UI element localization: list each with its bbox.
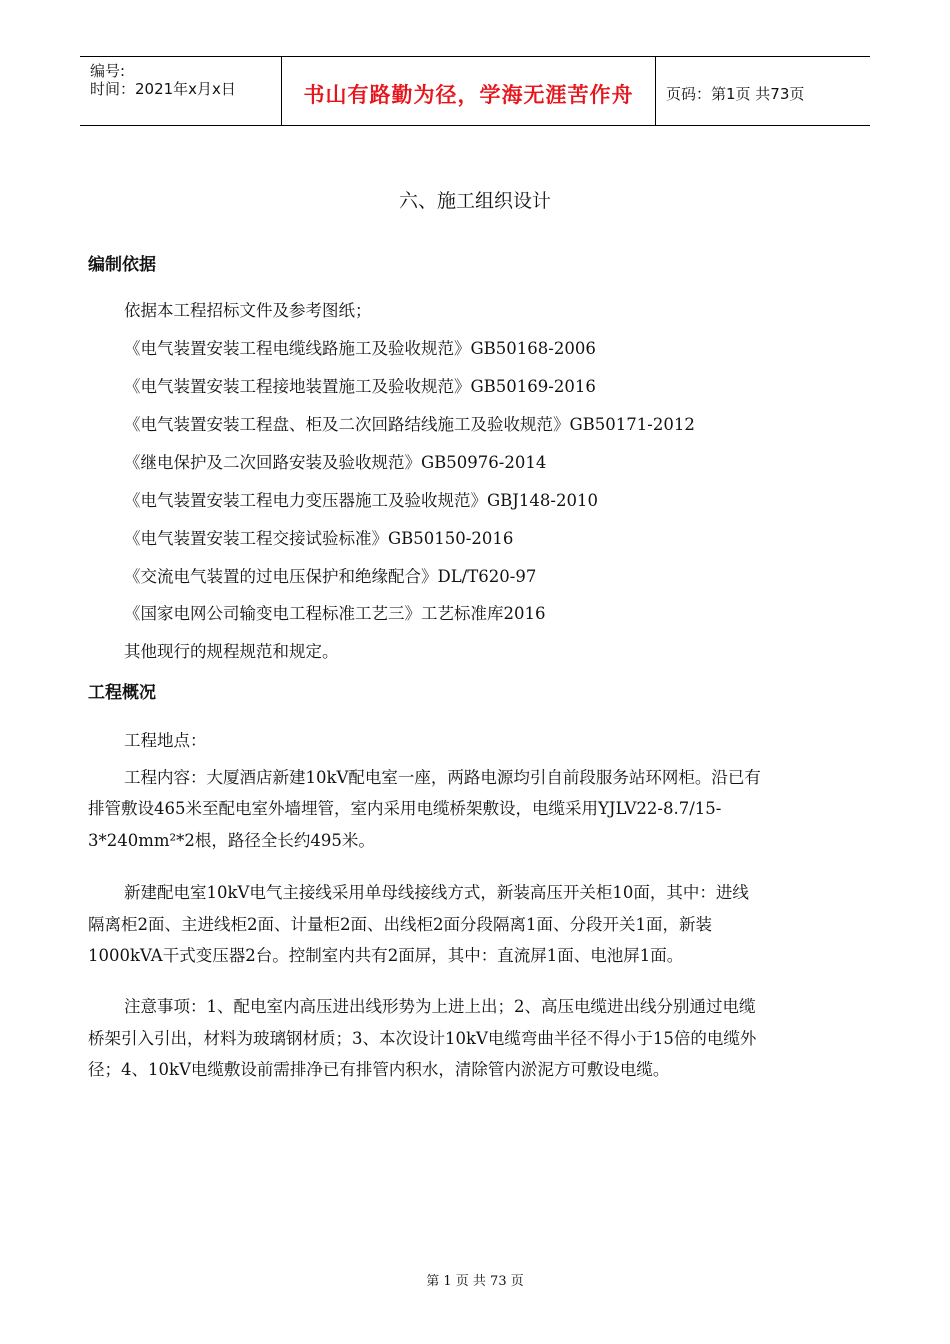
reference-item: 《电气装置安装工程盘、柜及二次回路结线施工及验收规范》GB50171-2012 — [124, 415, 695, 434]
wiring-line: 隔离柜2面、主进线柜2面、计量柜2面、出线柜2面分段隔离1面、分段开关1面，新装 — [88, 915, 712, 934]
header-left-cell — [80, 57, 282, 125]
header-motto-cell — [282, 57, 656, 125]
project-location: 工程地点： — [124, 731, 207, 750]
reference-item: 《交流电气装置的过电压保护和绝缘配合》DL/T620-97 — [124, 567, 537, 586]
wiring-line: 新建配电室10kV电气主接线采用单母线接线方式，新装高压开关柜10面，其中：进线 — [124, 883, 749, 902]
project-content-line: 3*240mm²*2根，路径全长约495米。 — [88, 831, 375, 850]
header-page-cell — [656, 57, 870, 125]
reference-item: 《电气装置安装工程接地装置施工及验收规范》GB50169-2016 — [124, 377, 596, 396]
section-heading-basis: 编制依据 — [88, 255, 156, 275]
page-footer: 第 1 页 共 73 页 — [426, 1274, 524, 1289]
other-norms: 其他现行的规程规范和规定。 — [124, 642, 339, 661]
notes-line: 桥架引入引出，材料为玻璃钢材质；3、本次设计10kV电缆弯曲半径不得小于15倍的电缆外 — [88, 1029, 757, 1048]
document-title: 六、施工组织设计 — [398, 190, 551, 212]
wiring-line: 1000kVA干式变压器2台。控制室内共有2面屏，其中：直流屏1面、电池屏1面。 — [88, 946, 684, 965]
page-header — [80, 56, 870, 126]
reference-item: 《继电保护及二次回路安装及验收规范》GB50976-2014 — [124, 453, 547, 472]
project-content-line: 排管敷设465米至配电室外墙埋管，室内采用电缆桥架敷设，电缆采用YJLV22-8.7/15- — [88, 799, 722, 818]
reference-item: 《国家电网公司输变电工程标准工艺三》工艺标准库2016 — [124, 604, 546, 623]
document-date: 时间：2021年x月x日 — [90, 80, 236, 98]
reference-item: 《电气装置安装工程交接试验标准》GB50150-2016 — [124, 529, 514, 548]
reference-item: 《电气装置安装工程电缆线路施工及验收规范》GB50168-2006 — [124, 339, 596, 358]
reference-item: 《电气装置安装工程电力变压器施工及验收规范》GBJ148-2010 — [124, 491, 598, 510]
project-content-line: 工程内容：大厦酒店新建10kV配电室一座，两路电源均引自前段服务站环网柜。沿已有 — [124, 768, 761, 787]
section-heading-overview: 工程概况 — [88, 683, 156, 703]
notes-line: 注意事项：1、配电室内高压进出线形势为上进上出；2、高压电缆进出线分别通过电缆 — [124, 997, 756, 1016]
notes-line: 径；4、10kV电缆敷设前需排净已有排管内积水，清除管内淤泥方可敷设电缆。 — [88, 1060, 670, 1079]
header-page-info: 页码：第1页 共73页 — [666, 85, 805, 103]
basis-intro: 依据本工程招标文件及参考图纸； — [124, 301, 372, 320]
header-motto: 书山有路勤为径，学海无涯苦作舟 — [303, 83, 634, 107]
document-number-label: 编号: — [90, 62, 126, 80]
